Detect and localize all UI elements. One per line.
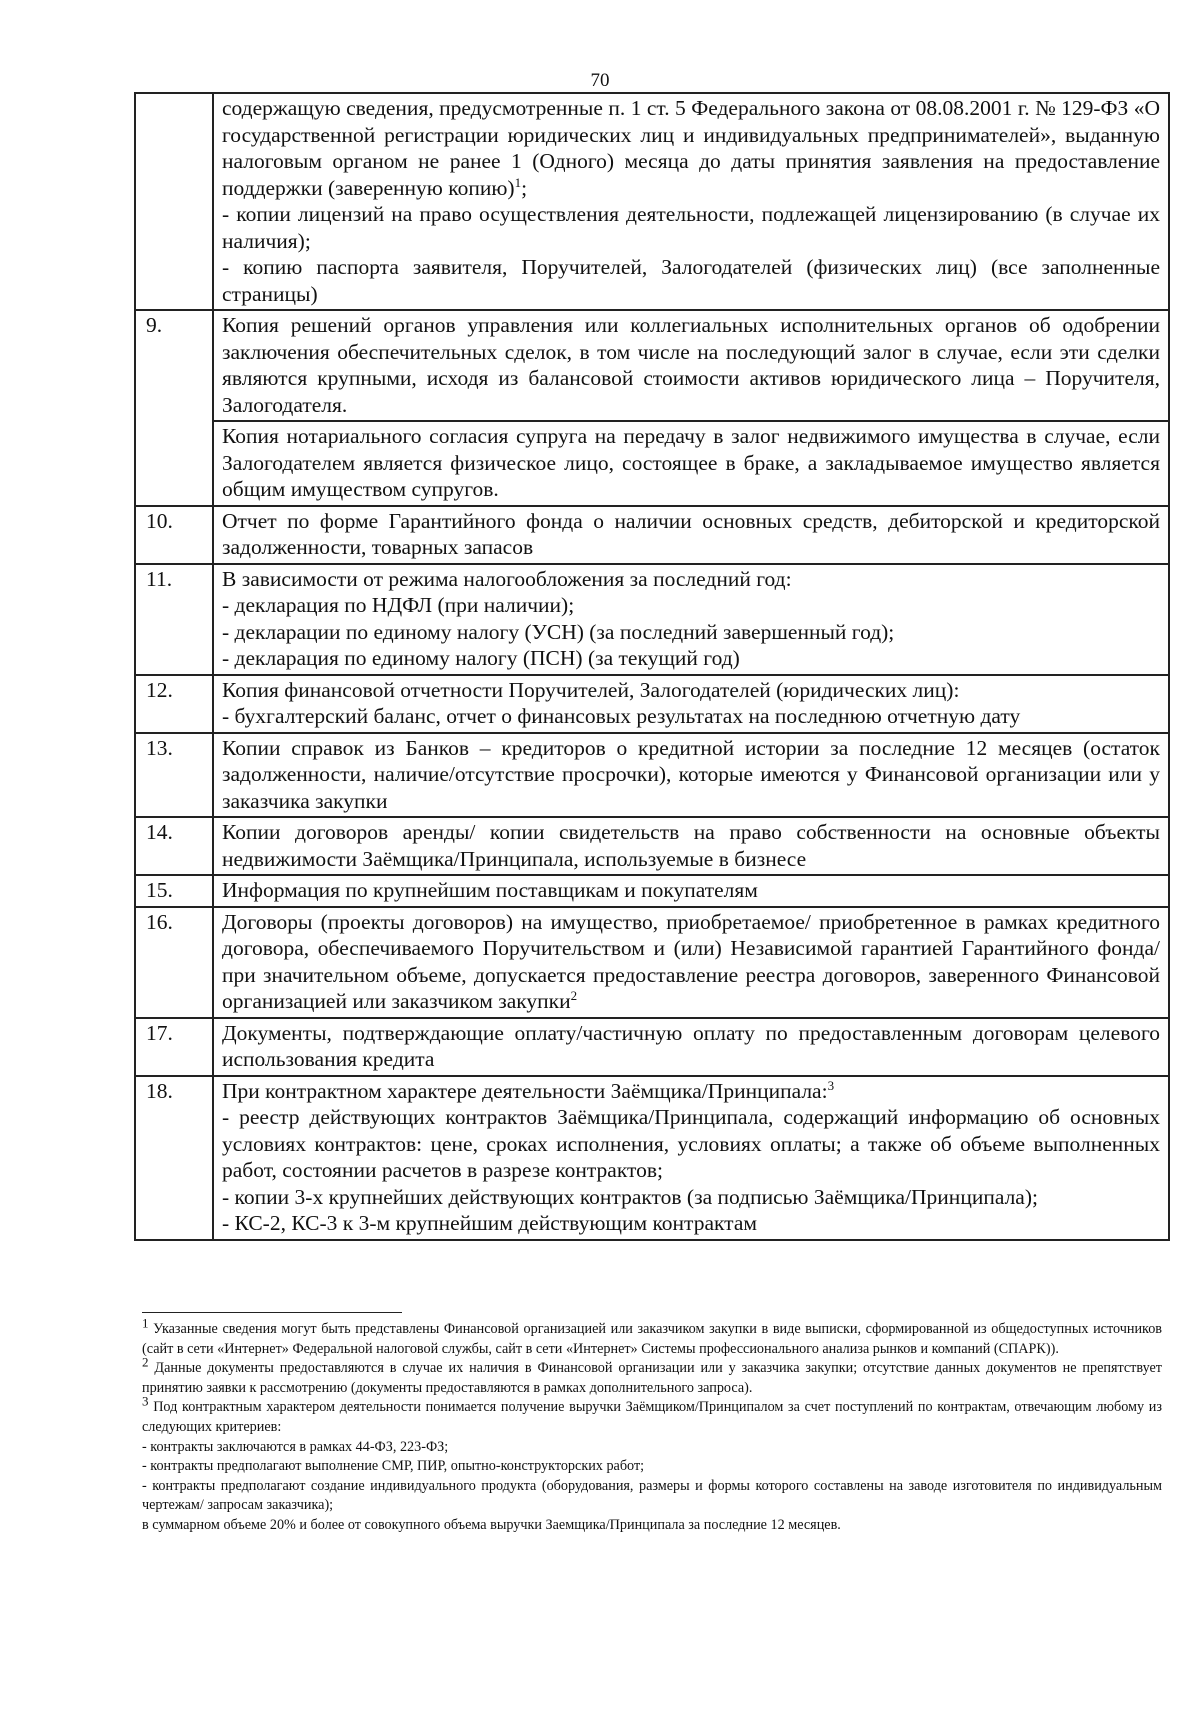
row-text-line: - копии 3-х крупнейших действующих контрактов (за подписью Заёмщика/Принципала); [222,1184,1038,1209]
page-number: 70 [590,70,610,91]
table-row [135,907,1169,1018]
row-content [213,675,1169,733]
row-text-line: Договоры (проекты договоров) на имущество, приобретаемое/ приобретенное в рамках кредитного договора, обеспечиваемого Поручительством и (или) Независимой гарантией Гарантийного фонда/ при значительном объеме, допускается предоставление реестра договоров, заверенного Финансовой организацией или заказчиком закупки$^2$ [222,909,1160,1013]
table-row [135,817,1169,875]
row-content [213,506,1169,564]
footnote-mark: 3 [142,1393,149,1409]
row-content [213,564,1169,675]
row-text-line: Копия решений органов управления или коллегиальных исполнительных органов об одобрении заключения обеспечительных сделок, в том числе на последующий залог в случае, если эти сделки являются крупными, исходя из балансовой стоимости активов юридического лица – Поручителя, Залогодателя. [222,313,1160,417]
requirements-table [134,92,1170,1241]
row-text-line: При контрактном характере деятельности Заёмщика/Принципала:$^3$ [222,1077,835,1103]
row-content [213,310,1169,421]
table-row [135,675,1169,733]
row-content [213,875,1169,907]
row-number: 16. [135,907,213,1018]
footnote-3: $^3$ Под контрактным характером деятельности понимается получение выручки Заёмщиком/Принципалом за счет поступлений по контрактам, отвечающим любому из следующих критериев: [142,1393,1162,1435]
row-text-line: - копию паспорта заявителя, Поручителей, Залогодателей (физических лиц) (все заполненные страницы) [222,255,1160,306]
table-row [135,506,1169,564]
row-text-line: Копии справок из Банков – кредиторов о кредитной истории за последние 12 месяцев (остаток задолженности, наличие/отсутствие просрочки), которые имеются у Финансовой организации или у заказчика закупки [222,735,1160,813]
table-row [135,1018,1169,1076]
table-row [135,1076,1169,1240]
row-content [213,421,1169,506]
row-text-line: - декларации по единому налогу (УСН) (за последний завершенный год); [222,619,895,644]
footnote-ref: 2 [570,987,578,1003]
row-text-line: Отчет по форме Гарантийного фонда о наличии основных средств, дебиторской и кредиторской задолженности, товарных запасов [222,508,1160,559]
table-row [135,421,1169,506]
row-text-line: Информация по крупнейшим поставщикам и покупателям [222,878,758,902]
row-number: 10. [135,506,213,564]
row-text-line: Копия нотариального согласия супруга на передачу в залог недвижимого имущества в случае, если Залогодателем является физическое лицо, состоящее в браке, а закладываемое имущество является общим имуществом супругов. [222,424,1160,501]
row-number: 9. [135,310,213,506]
row-number: 13. [135,733,213,818]
table-row [135,564,1169,675]
row-text-line: - копии лицензий на право осуществления деятельности, подлежащей лицензированию (в случае их наличия); [222,202,1160,253]
footnote-3-criterion: - контракты заключаются в рамках 44-ФЗ, 223-ФЗ; [142,1438,449,1455]
footnote-separator [142,1312,402,1313]
row-content [213,817,1169,875]
row-number: 18. [135,1076,213,1240]
footnote-ref: 3 [827,1077,835,1093]
row-number: 14. [135,817,213,875]
row-number: 17. [135,1018,213,1076]
row-text-line: Копия финансовой отчетности Поручителей, Залогодателей (юридических лиц): [222,677,960,702]
row-number: 11. [135,564,213,675]
row-number: 12. [135,675,213,733]
table-row [135,310,1169,421]
table-row [135,875,1169,907]
row-text-line: - КС-2, КС-3 к 3-м крупнейшим действующим контрактам [222,1211,757,1235]
footnote-ref: 1 [514,174,522,190]
row-number [135,93,213,310]
footnote-3-criterion: - контракты предполагают выполнение СМР, ПИР, опытно-конструкторских работ; [142,1458,645,1475]
row-text-line: содержащую сведения, предусмотренные п. 1 ст. 5 Федерального закона от 08.08.2001 г. № 129-ФЗ «О государственной регистрации юридических лиц и индивидуальных предпринимателей», выданную налоговым органом не ранее 1 (Одного) месяца до даты принятия заявления на предоставление поддержки (заверенную копию)$^1$; [222,96,1160,200]
row-text-line: Копии договоров аренды/ копии свидетельств на право собственности на основные объекты недвижимости Заёмщика/Принципала, используемые в бизнесе [222,820,1160,871]
row-text-line: - бухгалтерский баланс, отчет о финансовых результатах на последнюю отчетную дату [222,704,1021,728]
row-content [213,907,1169,1018]
row-content [213,733,1169,818]
row-text-line: - декларация по единому налогу (ПСН) (за текущий год) [222,646,740,670]
row-text-line: - декларация по НДФЛ (при наличии); [222,593,575,617]
footnote-3-criterion: - контракты предполагают создание индивидуального продукта (оборудования, размеры и формы которого составлены на заводе изготовителя по индивидуальным чертежам/ запросам заказчика); [142,1477,1162,1514]
footnotes [142,1315,1163,1536]
footnote-2: $^2$ Данные документы предоставляются в случае их наличия в Финансовой организации или у заказчика закупки; отсутствие данных документов не препятствует принятию заявки к рассмотрению (документы предоставляются в рамках дополнительного запроса). [142,1354,1162,1396]
row-number: 15. [135,875,213,907]
table-row [135,93,1169,310]
footnote-3-conclusion: в суммарном объеме 20% и более от совокупного объема выручки Заемщика/Принципала за последние 12 месяцев. [142,1516,841,1533]
row-text-line: В зависимости от режима налогообложения за последний год: [222,566,792,591]
row-content [213,1076,1169,1240]
table-row [135,733,1169,818]
row-text-line: - реестр действующих контрактов Заёмщика/Принципала, содержащий информацию об основных условиях контрактов: цене, сроках исполнения, условиях оплаты; а также об объеме выполненных работ, состоянии расчетов в разрезе контрактов; [222,1105,1160,1182]
row-text-line: Документы, подтверждающие оплату/частичную оплату по предоставленным договорам целевого использования кредита [222,1020,1160,1071]
row-content [213,93,1169,310]
footnote-mark: 1 [142,1315,149,1331]
footnote-mark: 2 [142,1354,149,1370]
row-content [213,1018,1169,1076]
footnote-1: $^1$ Указанные сведения могут быть представлены Финансовой организацией или заказчиком закупки в виде выписки, сформированной из общедоступных источников (сайт в сети «Интернет» Федеральной налоговой службы, сайт в сети «Интернет» Системы профессионального анализа рынков и компаний (СПАРК)). [142,1315,1163,1357]
